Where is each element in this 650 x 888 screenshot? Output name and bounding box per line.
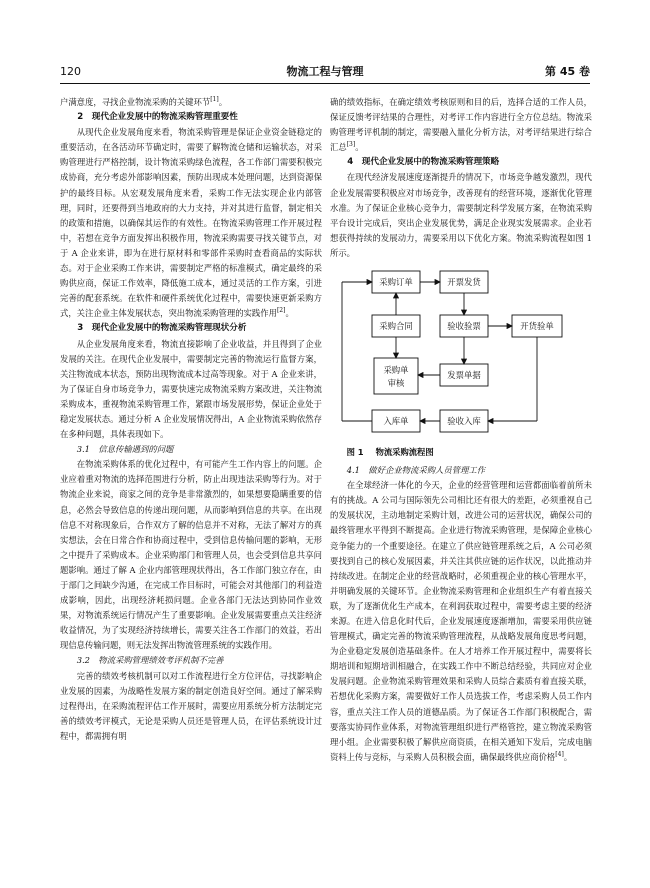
section-3-paragraph: 从企业发展角度来看，物流直接影响了企业收益，并且得到了企业发展的关注。在现代企业发展中，需要制定完善的物流运行监督方案，关注物流成本状态，预防出现物流成本过高等现象。对于 A 企业来讲，为了保证自身市场竞争力，需要快速完成物流采购方案改进，关注物流采购成本，重视物流采购管理工作，紧跟市场发展形势，保证企业处于稳定发展状态。通过分析 A 企业发展情况得出，A 企业物流采购依然存在多种问题，具体表现如下。 bbox=[60, 338, 322, 440]
section-3-1-paragraph: 在物流采购体系的优化过程中，有可能产生工作内容上的问题。企业应着重对物流的选择范围进行分析，防止出现违法采购等行为。对于物流企业来说，商家之间的竞争是非常激烈的，如果想要隐瞒重要的信息，必然会导致信息的传递出现问题，从而影响到信息的共享。在出现信息不对称现象后，合作双方了解的信息并不对称，无法了解对方的真实想法，会在日常合作和协商过程中，受到信息传输问题的影响，无形之中提升了采购成本。企业采购部门和管理人员，也会受到信息共享问题影响。通过了解 A 企业内部管理现状得出，各工作部门独立存在，由于部门之间缺少沟通，在完成工作目标时，可能会对其他部门的利益造成影响，因此，出现经济耗损问题。企业各部门无法达到协同作业效果，对物流系统运行情况产生了重要影响。企业发展需要重点关注经济收益情况，为了实现经济持续增长，需要关注各工作部门的效益，若出现信息传输问题，则无法发挥出物流管理系统的实践作用。 bbox=[60, 459, 322, 651]
section-heading-2: 2 现代企业发展中的物流采购管理重要性 bbox=[77, 112, 238, 123]
section-4-paragraph: 在现代经济发展速度逐渐提升的情况下，市场竞争越发激烈，现代企业发展需要积极应对市场竞争，改善现有的经营环境，逐渐优化管理水准。为了保证企业核心竞争力，需要制定科学发展方案，在物流采购平台设计完成后，突出企业发展优势，满足企业现实发展需求。企业若想获得持续的发展动力，需要采用以下优化方案。物流采购流程如图 1 所示。 bbox=[330, 172, 592, 258]
subsection-heading-3-2: 3.2 物流采购管理绩效考评机制不完善 bbox=[76, 655, 224, 666]
header-rule bbox=[60, 83, 590, 84]
citation-ref: [1] bbox=[210, 96, 219, 104]
section-heading-4: 4 现代企业发展中的物流采购管理策略 bbox=[347, 157, 500, 168]
label-warehouse-receipt: 入库单 bbox=[383, 416, 409, 427]
volume-label: 第 45 卷 bbox=[545, 65, 590, 78]
box-purchase-review bbox=[374, 358, 418, 394]
flowchart-figure bbox=[330, 265, 592, 463]
figure-caption bbox=[330, 445, 592, 460]
label-invoice-shipping: 开票发货 bbox=[447, 277, 481, 288]
figure-label: 图 1 bbox=[346, 447, 364, 458]
section-2-paragraph: 从现代企业发展角度来看，物流采购管理是保证企业资金链稳定的重要活动，在各活动环节确定时，需要了解物流仓储和运输状态，对采购管理进行严格控制，设计物流采购绿色流程，各工作部门需要积极完成协商，充分考虑外部影响因素，预防出现成本处理问题，达到资源保护的最终目标。从宏观发展角度来看，采购工作无法实现企业内部管理，同时，还要得到当地政府的大力支持，并对其进行监督，制定相关的政策和措施，以确保其运作的有效性。在物流采购管理工作开展过程中，若想在竞争方面发挥出积极作用，物流采购需要寻找关键节点，对于 A 企业来讲，即为在进行原材料和零部件采购时查看商品的实际状态。对于企业采购工作来讲，需要制定严格的标准模式，确定最终的采购供应商，保证工作效率，降低施工成本，通过灵活的工作方案，引进完善的配套系统。在软件和硬件系统优化过程中，需要快速更新采购方式，关注企业主体发展状态，突出物流采购管理的实践作用[2]。 bbox=[60, 127, 322, 319]
section-4-1-paragraph: 在全球经济一体化的今天，企业的经营管理和运营都面临着前所未有的挑战。A 公司与国际领先公司相比还有很大的差距，必须重视自己的发展状况，主动地制定采购计划，改进公司的运营状况，确保公司的最终管理水平得到不断提高。企业进行物流采购管理，是保障企业核心竞争能力的一个重要途径。在建立了供应链管理系统之后，A 公司必须要找到自己的核心发展因素，并关注其供应链的运作状况，以此推动并持续改进。在制定企业的经营战略时，必须重视企业的核心管理水平，并明确发展的关键环节。企业物流采购管理和企业组织生产有着直接关联，为了逐渐优化生产成本，在利润获取过程中，需要考虑主要的经济来源。在进入信息化时代后，企业发展速度逐渐增加，需要采用供应链管理模式，确定完善的物流采购管理流程，从战略发展角度思考问题，为企业稳定发展创造基础条件。在人才培养工作开展过程中，需要将长期培训和短期培训相融合，在实践工作中不断总结经验，共同应对企业发展问题。企业物流采购管理效果和采购人员综合素质有着直接关联，若想优化采购方案，需要做好工作人员选拔工作，考虑采购人员工作内容，重点关注工作人员的道德品质。为了保证各工作部门积极配合，需要落实协同作业体系，对物流管理组织进行严格管控，建立物流采购管理小组。企业需要积极了解供应商资质，在相关通知下发后，完成电脑资料上传与竞标，与采购人员积极会面，确保最终供应商价格[4]。 bbox=[330, 480, 592, 762]
running-header bbox=[60, 62, 590, 82]
label-purchase-order: 采购订单 bbox=[379, 277, 413, 288]
label-inspection: 验收验票 bbox=[447, 321, 481, 332]
flowchart-diagram bbox=[330, 265, 592, 463]
label-receiving-inspection: 验收入库 bbox=[447, 416, 481, 427]
section-heading-3: 3 现代企业发展中的物流采购管理现状分析 bbox=[77, 323, 247, 334]
left-column bbox=[60, 95, 322, 744]
label-purchase-review-1: 采购单 bbox=[383, 365, 409, 376]
journal-title: 物流工程与管理 bbox=[286, 65, 364, 78]
label-purchase-review-2: 审核 bbox=[387, 378, 405, 389]
label-invoice-documents: 发票单据 bbox=[447, 370, 481, 381]
label-cargo-check: 开货验单 bbox=[520, 321, 554, 332]
label-purchase-contract: 采购合同 bbox=[379, 321, 413, 332]
subsection-heading-3-1: 3.1 信息传输遇到的问题 bbox=[76, 444, 174, 455]
page-number: 120 bbox=[60, 65, 81, 78]
continued-paragraph: 户满意度，寻找企业物流采购的关键环节[1]。 bbox=[60, 96, 228, 107]
section-3-2-paragraph: 完善的绩效考核机制可以对工作流程进行全方位评估，寻找影响企业发展的因素，为战略性发展方案的制定创造良好空间。通过了解采购过程得出，在采购流程评估工作开展时，需要应用系统分析方法制定完善的绩效考评模式，无论是采购人员还是管理人员，在评估系统设计过程中，都需拥有明 bbox=[60, 670, 322, 741]
subsection-heading-4-1: 4.1 做好企业物流采购人员管理工作 bbox=[346, 465, 486, 476]
citation-ref: [4] bbox=[555, 751, 564, 759]
continued-paragraph: 确的绩效指标，在确定绩效考核原则和目的后，选择合适的工作人员，保证反馈考评结果的合理性，对考评工作内容进行全方位总结。物流采购管理考评机制的制定，需要融入量化分析方法，对考评结果进行综合汇总[3]。 bbox=[330, 97, 592, 153]
right-column bbox=[330, 95, 592, 765]
citation-ref: [2] bbox=[276, 307, 286, 315]
citation-ref: [3] bbox=[346, 141, 356, 149]
figure-title: 物流采购流程图 bbox=[375, 447, 434, 458]
